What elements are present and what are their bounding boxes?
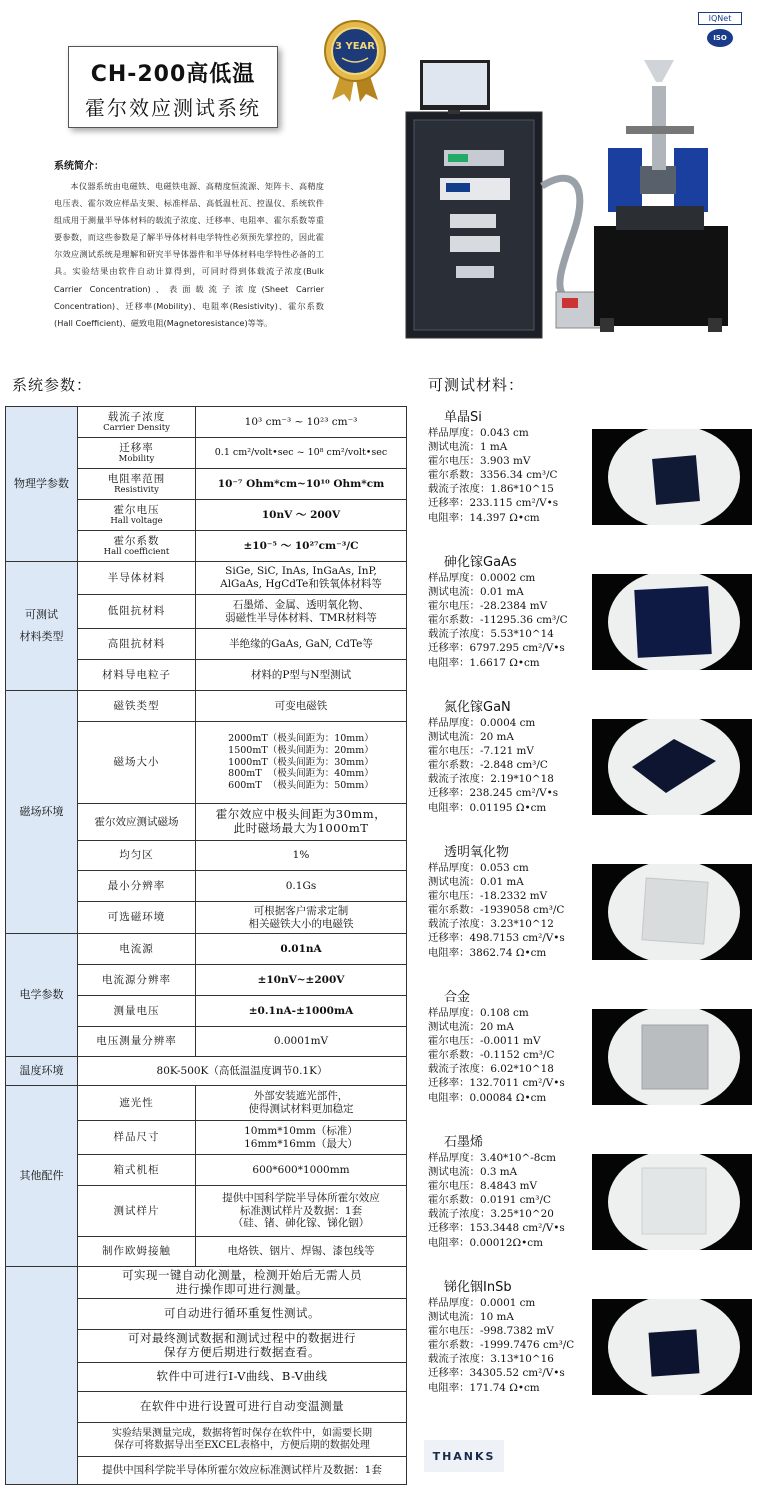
- param-value: 石墨烯、金属、透明氧化物、 弱磁性半导体材料、TMR材料等: [196, 595, 407, 629]
- title-line2: 霍尔效应测试系统: [85, 96, 261, 120]
- feature-item: 可对最终测试数据和测试过程中的数据进行 保存方便后期进行数据查看。: [78, 1330, 407, 1363]
- param-value: 提供中国科学院半导体所霍尔效应 标准测试样片及数据：1套 （硅、锗、砷化镓、锑化铟）: [196, 1186, 407, 1237]
- param-value: 0.0001mV: [196, 1027, 407, 1057]
- material-prop: 霍尔系数：-1999.7476 cm³/C: [428, 1339, 575, 1352]
- material-prop: 样品厚度：0.108 cm: [428, 1007, 529, 1019]
- param-name: 霍尔电压 Hall voltage: [78, 500, 196, 531]
- material-props: [428, 426, 558, 525]
- material-photo: [592, 719, 752, 815]
- param-value: 霍尔效应中极头间距为30mm， 此时磁场最大为1000mT: [196, 804, 407, 841]
- category-electrical: 电学参数: [6, 934, 78, 1057]
- param-value: ±10⁻⁵ ～ 10²⁷cm⁻³/C: [196, 531, 407, 562]
- param-name: 载流子浓度 Carrier Density: [78, 407, 196, 438]
- param-name: 半导体材料: [78, 562, 196, 595]
- material-photo: [592, 1154, 752, 1250]
- material-prop: 霍尔系数：-11295.36 cm³/C: [428, 614, 568, 627]
- feature-item: 可自动进行循环重复性测试。: [78, 1299, 407, 1330]
- material-prop: 载流子浓度：6.02*10^18: [428, 1063, 554, 1076]
- param-name: 低阻抗材料: [78, 595, 196, 629]
- material-props: [428, 861, 565, 960]
- param-name: 霍尔系数 Hall coefficient: [78, 531, 196, 562]
- material-prop: 霍尔电压：3.903 mV: [428, 455, 531, 468]
- material-prop: 测试电流：1 mA: [428, 441, 508, 454]
- material-prop: 霍尔电压：-998.7382 mV: [428, 1325, 554, 1338]
- param-value: 600*600*1000mm: [196, 1155, 407, 1186]
- param-value: 可变电磁铁: [196, 691, 407, 722]
- material-prop: 迁移率：498.7153 cm²/V•s: [428, 932, 565, 945]
- param-value: 外部安装遮光部件， 使得测试材料更加稳定: [196, 1086, 407, 1121]
- material-prop: 电阻率：1.6617 Ω•cm: [428, 656, 540, 669]
- category-physics: 物理学参数: [6, 407, 78, 562]
- param-name: 磁场大小: [78, 722, 196, 804]
- param-value: 0.1 cm²/volt•sec ~ 10⁸ cm²/volt•sec: [196, 438, 407, 469]
- materials-heading: 可测试材料：: [428, 376, 525, 394]
- material-prop: 样品厚度：3.40*10^-8cm: [428, 1152, 557, 1164]
- feature-item: 实验结果测量完成，数据将暂时保存在软件中，如需要长期 保存可将数据导出至EXCEL表格中，方便后期的数据处理: [78, 1423, 407, 1457]
- material-prop: 迁移率：6797.295 cm²/V•s: [428, 642, 565, 655]
- intro-text: 本仪器系统由电磁铁、电磁铁电源、高精度恒流源、矩阵卡、高精度电压表、霍尔效应样品支架、标准样品、高低温杜瓦、控温仪、系统软件组成用于测量半导体材料的载流子浓度、迁移率、电阻率、霍尔系数等重要参数，而这些参数是了解半导体材料电学特性必须预先掌控的，因此霍尔效应测试系统是理解和研究半导体器件和半导体材料电学特性必备的工具。实验结果由软件自动计算得到，可同时得到体载流子浓度(Bulk Carrier Concentration)、表面载流子浓度(Sheet Carrier Concentration)、迁移率(Mobility)、电阻率(Resistivity)、霍尔系数(Hall Coefficient)、磁致电阻(Magnetoresistance)等等。: [54, 181, 324, 328]
- material-title: 氮化镓GaN: [444, 700, 511, 715]
- material-prop: 载流子浓度：3.25*10^20: [428, 1208, 554, 1221]
- category-temperature: 温度环境: [6, 1057, 78, 1086]
- param-value: SiGe, SiC, InAs, InGaAs, InP, AlGaAs, HgCdTe和铁氧体材料等: [196, 562, 407, 595]
- param-name: 制作欧姆接触: [78, 1237, 196, 1267]
- category-material-types: 可测试 材料类型: [6, 562, 78, 691]
- material-props: [428, 716, 558, 815]
- thanks-badge: THANKS: [424, 1440, 504, 1472]
- param-name: 样品尺寸: [78, 1121, 196, 1155]
- material-prop: 样品厚度：0.043 cm: [428, 427, 529, 439]
- param-value: 80K-500K（高低温温度调节0.1K）: [78, 1057, 407, 1086]
- material-title: 石墨烯: [444, 1135, 484, 1150]
- param-value: 10⁻⁷ Ohm*cm~10¹⁰ Ohm*cm: [196, 469, 407, 500]
- feature-item: 在软件中进行设置可进行自动变温测量: [78, 1392, 407, 1423]
- param-value: 半绝缘的GaAs, GaN, CdTe等: [196, 629, 407, 660]
- param-value: 0.1Gs: [196, 871, 407, 902]
- material-prop: 霍尔系数：-1939058 cm³/C: [428, 904, 565, 917]
- material-prop: 电阻率：3862.74 Ω•cm: [428, 946, 547, 959]
- material-prop: 电阻率：0.00084 Ω•cm: [428, 1091, 547, 1104]
- feature-item: 可实现一键自动化测量，检测开始后无需人员 进行操作即可进行测量。: [78, 1267, 407, 1299]
- iqnet-label: IQNet: [698, 12, 742, 25]
- certification-logo: [698, 12, 742, 52]
- params-table: [5, 406, 407, 1485]
- material-prop: 载流子浓度：1.86*10^15: [428, 483, 554, 496]
- param-value: 材料的P型与N型测试: [196, 660, 407, 691]
- feature-item: 软件中可进行I-V曲线、B-V曲线: [78, 1363, 407, 1392]
- material-prop: 霍尔电压：-7.121 mV: [428, 745, 534, 758]
- material-photo: [592, 429, 752, 525]
- category-magnetic: 磁场环境: [6, 691, 78, 934]
- param-name: 测试样片: [78, 1186, 196, 1237]
- param-name: 材料导电粒子: [78, 660, 196, 691]
- iso-label: ISO: [707, 29, 733, 47]
- material-prop: 迁移率：153.3448 cm²/V•s: [428, 1222, 565, 1235]
- param-name: 测量电压: [78, 996, 196, 1027]
- material-prop: 载流子浓度：3.23*10^12: [428, 918, 554, 931]
- param-value: 10³ cm⁻³ ~ 10²³ cm⁻³: [196, 407, 407, 438]
- param-name: 电阻率范围 Resistivity: [78, 469, 196, 500]
- material-title: 锑化铟InSb: [444, 1280, 512, 1295]
- param-name: 遮光性: [78, 1086, 196, 1121]
- material-props: [428, 1151, 565, 1250]
- table-row: [6, 407, 407, 438]
- material-prop: 电阻率：14.397 Ω•cm: [428, 511, 540, 524]
- param-name: 可选磁环境: [78, 902, 196, 934]
- material-prop: 样品厚度：0.0002 cm: [428, 572, 536, 584]
- award-medal-icon: [322, 18, 388, 102]
- param-name: 均匀区: [78, 841, 196, 871]
- param-value: 1%: [196, 841, 407, 871]
- material-prop: 迁移率：238.245 cm²/V•s: [428, 787, 559, 800]
- param-value: 10nV ～ 200V: [196, 500, 407, 531]
- table-row: [6, 1267, 407, 1299]
- material-prop: 样品厚度：0.0001 cm: [428, 1297, 536, 1309]
- material-prop: 霍尔系数：-0.1152 cm³/C: [428, 1049, 555, 1062]
- category-features: [6, 1267, 78, 1485]
- material-prop: 载流子浓度：2.19*10^18: [428, 773, 554, 786]
- params-heading: 系统参数：: [12, 376, 93, 394]
- param-name: 迁移率 Mobility: [78, 438, 196, 469]
- material-prop: 测试电流：20 mA: [428, 1021, 514, 1034]
- material-prop: 霍尔系数：3356.34 cm³/C: [428, 469, 558, 482]
- param-name: 电流源: [78, 934, 196, 965]
- material-props: [428, 1006, 565, 1105]
- param-name: 最小分辨率: [78, 871, 196, 902]
- category-accessories: 其他配件: [6, 1086, 78, 1267]
- equipment-photo: [404, 56, 746, 340]
- material-photo: [592, 864, 752, 960]
- material-prop: 载流子浓度：3.13*10^16: [428, 1353, 554, 1366]
- material-title: 砷化镓GaAs: [444, 555, 517, 570]
- param-value: ±10nV~±200V: [196, 965, 407, 996]
- material-prop: 测试电流：0.01 mA: [428, 586, 524, 599]
- medal-text: 3 YEAR: [335, 41, 375, 52]
- param-value: 0.01nA: [196, 934, 407, 965]
- material-prop: 霍尔系数：-2.848 cm³/C: [428, 759, 548, 772]
- title-line1: CH-200高低温: [90, 62, 256, 87]
- table-row: [6, 562, 407, 595]
- table-row: [6, 691, 407, 722]
- title-box: [68, 46, 278, 128]
- param-value: ±0.1nA-±1000mA: [196, 996, 407, 1027]
- table-row: [6, 934, 407, 965]
- param-name: 电压测量分辨率: [78, 1027, 196, 1057]
- material-prop: 迁移率：34305.52 cm²/V•s: [428, 1367, 565, 1380]
- intro-heading: 系统简介：: [54, 161, 104, 172]
- material-prop: 霍尔电压：-18.2332 mV: [428, 890, 548, 903]
- material-prop: 霍尔电压：8.4843 mV: [428, 1180, 537, 1193]
- param-value: 电烙铁、铟片、焊锡、漆包线等: [196, 1237, 407, 1267]
- material-prop: 电阻率：0.01195 Ω•cm: [428, 801, 547, 814]
- material-photo: [592, 1299, 752, 1395]
- table-row: [6, 1086, 407, 1121]
- material-prop: 电阻率：0.00012Ω•cm: [428, 1236, 543, 1249]
- material-title: 透明氧化物: [444, 845, 510, 860]
- param-name: 高阻抗材料: [78, 629, 196, 660]
- param-value: 2000mT（极头间距为：10mm） 1500mT（极头间距为：20mm） 1000mT（极头间距为：30mm） 800mT （极头间距为：40mm） 600mT （极头间距为：50mm）: [228, 732, 374, 792]
- material-prop: 霍尔系数：0.0191 cm³/C: [428, 1194, 551, 1207]
- material-prop: 测试电流：10 mA: [428, 1311, 514, 1324]
- param-value: 10mm*10mm（标准） 16mm*16mm（最大）: [196, 1121, 407, 1155]
- material-prop: 迁移率：233.115 cm²/V•s: [428, 497, 559, 510]
- material-title: 单晶Si: [444, 410, 482, 425]
- param-name: 磁铁类型: [78, 691, 196, 722]
- material-prop: 测试电流：0.01 mA: [428, 876, 524, 889]
- material-photo: [592, 1009, 752, 1105]
- material-prop: 样品厚度：0.053 cm: [428, 862, 529, 874]
- material-prop: 样品厚度：0.0004 cm: [428, 717, 536, 729]
- material-prop: 霍尔电压：-0.0011 mV: [428, 1035, 541, 1048]
- material-title: 合金: [444, 990, 471, 1005]
- table-row: [6, 1057, 407, 1086]
- param-name: 箱式机柜: [78, 1155, 196, 1186]
- material-props: [428, 571, 568, 670]
- param-value: 可根据客户需求定制 相关磁铁大小的电磁铁: [196, 902, 407, 934]
- material-prop: 电阻率：171.74 Ω•cm: [428, 1381, 540, 1394]
- material-prop: 霍尔电压：-28.2384 mV: [428, 600, 548, 613]
- material-prop: 测试电流：20 mA: [428, 731, 514, 744]
- material-prop: 测试电流：0.3 mA: [428, 1166, 518, 1179]
- material-prop: 迁移率：132.7011 cm²/V•s: [428, 1077, 565, 1090]
- param-name: 电流源分辨率: [78, 965, 196, 996]
- material-props: [428, 1296, 574, 1395]
- param-name: 霍尔效应测试磁场: [78, 804, 196, 841]
- material-photo: [592, 574, 752, 670]
- feature-item: 提供中国科学院半导体所霍尔效应标准测试样片及数据：1套: [78, 1457, 407, 1485]
- material-prop: 载流子浓度：5.53*10^14: [428, 628, 554, 641]
